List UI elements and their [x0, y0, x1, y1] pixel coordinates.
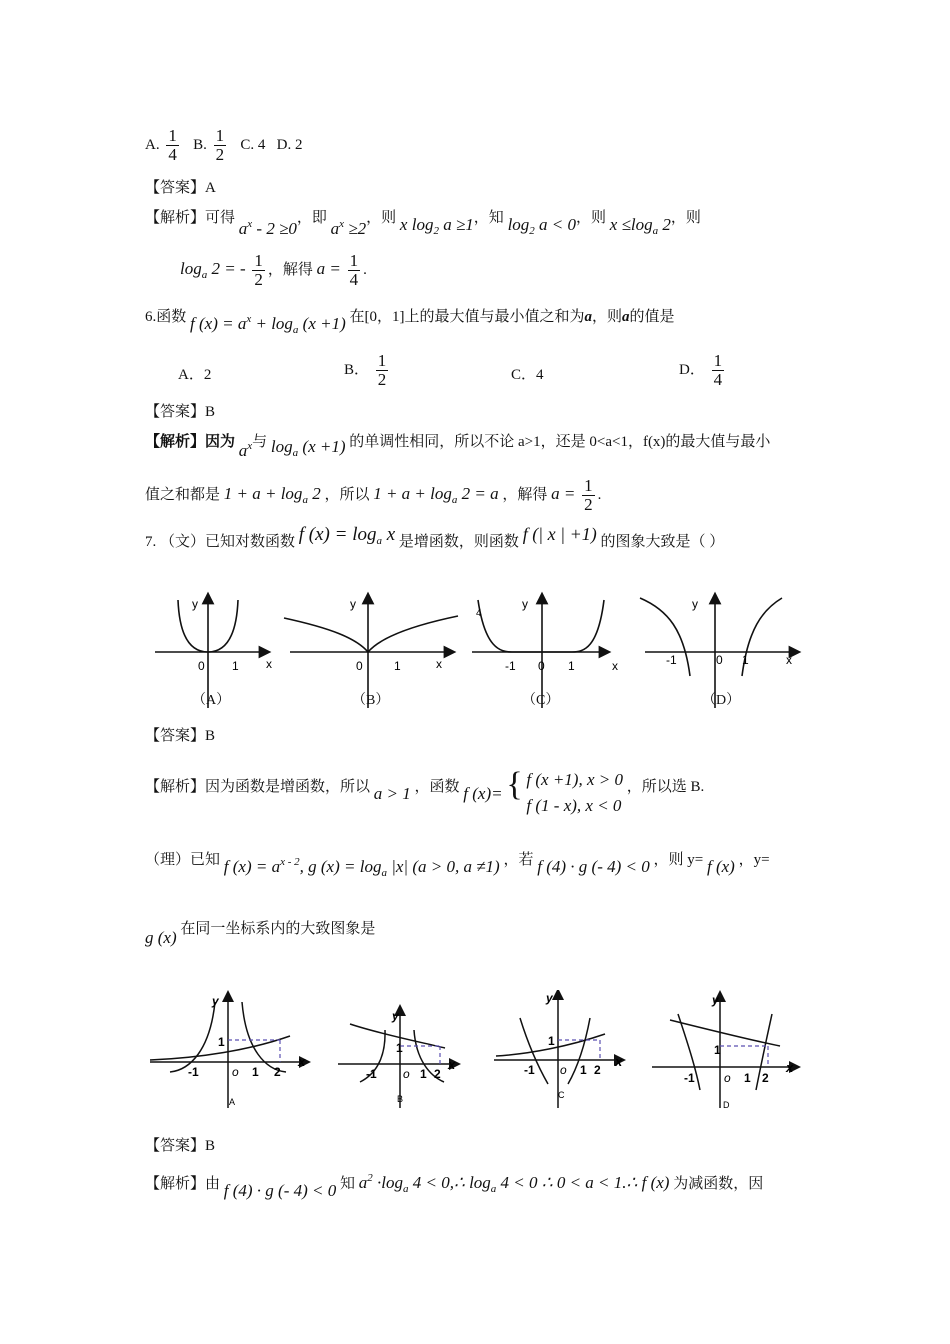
q5-frac-b: $\frac{1}{2}$ — [215, 126, 225, 164]
q7w-cap-d: （D） — [702, 693, 741, 708]
gla-1b: 1 — [252, 1065, 259, 1079]
glc-neg1: -1 — [524, 1063, 535, 1077]
gld-2: 2 — [762, 1071, 769, 1085]
graph-l-d — [652, 996, 795, 1108]
graph-c-0: 0 — [538, 659, 545, 673]
glc-x: x — [615, 1054, 623, 1069]
gla-1: 1 — [218, 1035, 225, 1049]
graph-d-0: 0 — [716, 653, 723, 667]
gla-x: x — [298, 1054, 306, 1069]
graph-l-c-dash — [558, 1040, 600, 1060]
q5-choice-d: D. 2 — [276, 136, 303, 153]
glb-neg1: -1 — [366, 1067, 377, 1081]
q7l-graphs — [0, 990, 950, 1130]
glc-cap: C — [558, 1090, 565, 1100]
q6-opt-d: D． $\frac{1}{4}$ — [679, 351, 723, 389]
q7w-graphs — [0, 590, 950, 720]
gld-1: 1 — [714, 1043, 721, 1057]
glb-1b: 1 — [420, 1067, 427, 1081]
graph-c-1: 1 — [568, 659, 575, 673]
q5-options — [145, 127, 302, 164]
gld-neg1: -1 — [684, 1071, 695, 1085]
q6-answer: 【答案】B — [145, 404, 216, 420]
q5-frac-a: $\frac{1}{4}$ — [168, 126, 177, 164]
q7w-cap-a: （A） — [192, 693, 231, 708]
glc-y: y — [546, 991, 553, 1005]
graph-b-x: x — [436, 657, 442, 671]
q7w-stem: 7. （文）已知对数函数 f $(x) = \log_a x$ 是增函数，则函数 f (| x | +1) 的图象大致是（ ） — [145, 524, 725, 550]
gla-neg1: -1 — [188, 1065, 199, 1079]
q5-answer: 【答案】A — [145, 180, 216, 196]
q5-analysis-line1: 【解析】可得 $a^x - 2 \ge 0$，即 $a^x \ge 2$，则 x $\log_2 a \ge 1$，知 $\log_2 a < 0$，则 $x \le\log_a$ 2，则 — [145, 210, 701, 238]
q6-opt-b: B． $\frac{1}{2}$ — [344, 351, 387, 389]
q7l-stem: （理）已知 f $(x) = a^{x - 2}$, g $(x) = \log_a |x|$ (a > 0, a ≠1) ，若 f (4) · g (- 4) < 0 ，则 y= f (x) ，y= — [145, 852, 770, 879]
q7w-cap-b: （B） — [352, 693, 390, 708]
gla-o: o — [232, 1065, 239, 1079]
graph-d-1: 1 — [742, 653, 749, 667]
graph-c-y: y — [522, 597, 528, 611]
glb-o: o — [403, 1067, 410, 1081]
gla-cap: A — [229, 1097, 236, 1107]
graph-a-1: 1 — [232, 659, 239, 673]
glc-1: 1 — [548, 1034, 555, 1048]
graph-c — [472, 598, 605, 708]
q7l-answer: 【答案】B — [145, 1138, 216, 1154]
graph-b-y: y — [350, 597, 356, 611]
q5-choice-b: B. — [193, 136, 207, 153]
graph-b-0: 0 — [356, 659, 363, 673]
gld-1b: 1 — [744, 1071, 751, 1085]
gld-x: x — [786, 1060, 794, 1075]
graph-a-0: 0 — [198, 659, 205, 673]
glc-2: 2 — [594, 1063, 601, 1077]
graph-c-mark: 4 — [476, 608, 482, 619]
q7w-cap-c: （C） — [522, 693, 560, 708]
q7w-analysis: 【解析】因为函数是增函数，所以 a > 1 ，函数 f (x)= { f (x +1), x > 0 f (1 - x), x < 0 ，所以选 B. — [145, 766, 705, 816]
q5-choice-a: A. — [145, 136, 160, 153]
graph-b — [284, 598, 458, 708]
q6-analysis-line2: 值之和都是 $1 + a + \log_a 2$ ，所以 $1 + a + \log_a 2 = a$ ，解得 a = $\frac{1}{2}$ . — [145, 476, 602, 514]
q5-choice-c: C. 4 — [240, 136, 266, 153]
gld-o: o — [724, 1071, 731, 1085]
q5-analysis-line2: $\log_a 2$ = - $\frac{1}{2}$ ，解得 a = $\frac{1}{4}$ . — [180, 251, 367, 289]
glc-1b: 1 — [580, 1063, 587, 1077]
graph-a-x: x — [266, 657, 272, 671]
graph-d-neg1: -1 — [666, 653, 677, 667]
glc-o: o — [560, 1063, 567, 1077]
graph-l-a — [150, 996, 305, 1108]
q6-stem: 6.函数 f $(x) = a^x + \log_a (x +1)$ 在[0，1]上的最大值与最小值之和为a，则a的值是 — [145, 309, 675, 336]
graph-l-c — [494, 994, 620, 1108]
graph-c-neg1: -1 — [505, 659, 516, 673]
graph-a — [155, 598, 265, 708]
q7l-stem-line2: g (x) 在同一坐标系内的大致图象是 — [145, 921, 376, 947]
graph-b-1: 1 — [394, 659, 401, 673]
glb-1: 1 — [396, 1041, 403, 1055]
graph-c-x: x — [612, 659, 618, 673]
gld-cap: D — [723, 1100, 730, 1110]
q6-opt-c: C．4 — [511, 367, 544, 383]
glb-cap: B — [397, 1094, 404, 1104]
glb-y: y — [392, 1009, 399, 1023]
graph-a-y: y — [192, 597, 198, 611]
gla-y: y — [212, 994, 219, 1008]
graph-d-x: x — [786, 653, 792, 667]
q6-analysis-line1: 【解析】因为 $a^x$与 $\log_a (x +1)$ 的单调性相同，所以不论 a>1，还是 0<a<1，f(x)的最大值与最小 — [145, 434, 771, 460]
glb-x: x — [448, 1057, 456, 1072]
gla-2: 2 — [274, 1065, 281, 1079]
q7w-answer: 【答案】B — [145, 728, 216, 744]
glb-2: 2 — [434, 1067, 441, 1081]
q7l-analysis: 【解析】由 f (4) · g (- 4) < 0 知 $a^2 \cdot\log_a$ 4 < 0,∴ $\log_a 4 < 0$ ∴ 0 < a < 1.∴ f (x) 为减函数，因 — [145, 1172, 764, 1200]
q6-opt-a: A．2 — [178, 367, 212, 383]
graph-d-y: y — [692, 597, 698, 611]
gld-y: y — [712, 993, 719, 1007]
